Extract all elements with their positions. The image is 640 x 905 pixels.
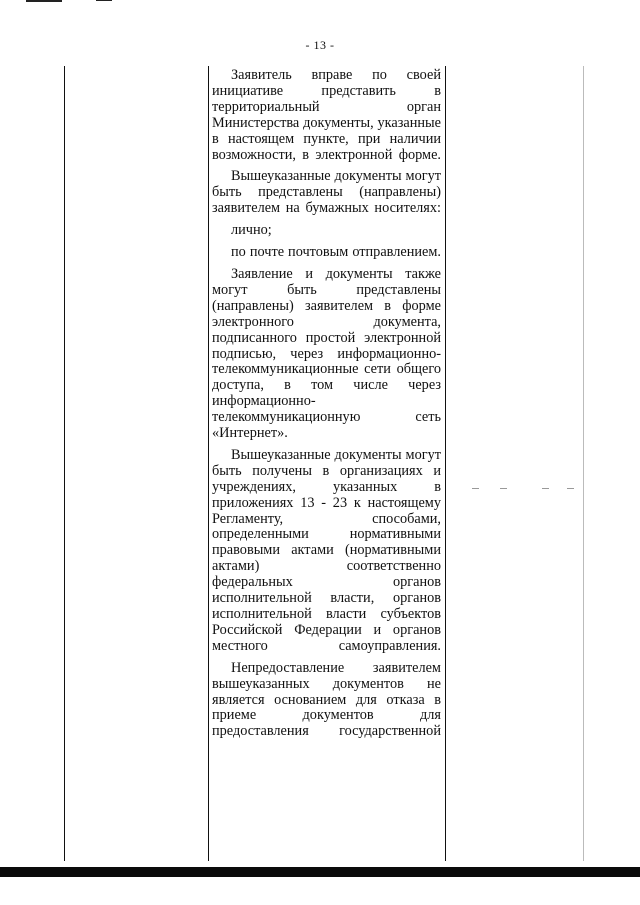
column-right-border — [445, 66, 446, 861]
table-right-border — [583, 66, 584, 861]
faint-mark — [500, 488, 507, 489]
column-left-border — [208, 66, 209, 861]
scan-bottom-border — [0, 867, 640, 877]
scan-artifact — [96, 0, 112, 1]
scan-artifact — [26, 0, 62, 2]
document-text-column — [212, 68, 441, 740]
paragraph: Непредоставление заявителем вышеуказанных документов не является основанием для отказа в приеме документов для предоставления государственной — [212, 659, 441, 740]
faint-mark — [542, 488, 549, 489]
table-left-border — [64, 66, 65, 861]
paragraph: Заявитель вправе по своей инициативе представить в территориальный орган Министерства документы, указанные в настоящем пункте, при наличии возможности, в электронной форме. — [212, 67, 442, 163]
faint-mark — [472, 488, 479, 489]
paragraph: лично; — [231, 222, 272, 239]
paragraph: по почте почтовым отправлением. — [231, 244, 441, 261]
paragraph: Вышеуказанные документы могут быть представлены (направлены) заявителем на бумажных носителях: — [212, 168, 441, 217]
faint-mark — [567, 488, 574, 489]
paragraph: Вышеуказанные документы могут быть получены в организациях и учреждениях, указанных в приложениях 13 - 23 к настоящему Регламенту, способами, определенными нормативными правовыми актами (нормативными актами) соответственно федеральных органов исполнительной власти, органов исполнительной власти субъектов Российской Федерации и органов местного самоуправления. — [212, 446, 441, 654]
page-number: - 13 - — [305, 38, 335, 52]
paragraph: Заявление и документы также могут быть представлены (направлены) заявителем в форме электронного документа, подписанного простой электронной подписью, через информационно- телекоммуникационные сети общего доступа, в том числе через информационно- телекоммуникационную сеть «Интернет». — [212, 265, 442, 442]
